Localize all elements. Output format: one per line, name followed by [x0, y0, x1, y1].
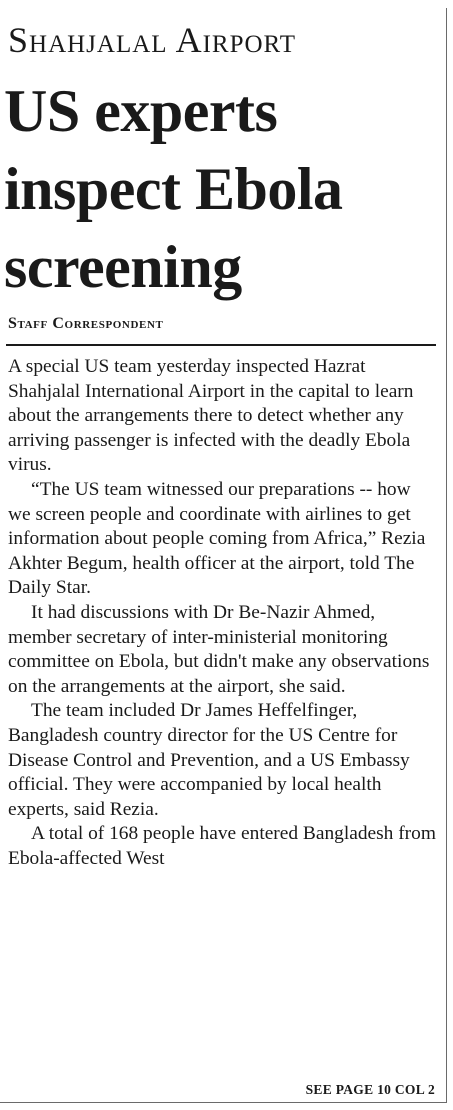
- byline-rule: [6, 344, 436, 346]
- article-paragraph: A total of 168 people have entered Bangladesh from Ebola-affected West: [8, 823, 436, 869]
- column-rule-bottom: [0, 1102, 447, 1103]
- article-paragraph: A special US team yesterday inspected Hazrat Shahjalal International Airport in the capital to learn about the arrangements there to detect whether any arriving passenger is infected with the deadly Ebola virus.: [8, 356, 414, 476]
- article-byline: Staff Correspondent: [8, 315, 164, 332]
- article-paragraph: The team included Dr James Heffelfinger, Bangladesh country director for the US Centre for Disease Control and Prevention, and a US Embassy official. They were accompanied by local health experts, said Rezia.: [8, 700, 410, 820]
- article-kicker: Shahjalal Airport: [8, 20, 296, 60]
- column-rule-right: [446, 8, 447, 1102]
- article-paragraph: It had discussions with Dr Be-Nazir Ahmed, member secretary of inter-ministerial monitoring committee on Ebola, but didn't make any observations on the arrangements at the airport, she said.: [8, 601, 430, 697]
- article-paragraph: “The US team witnessed our preparations -- how we screen people and coordinate with airlines to get information about people coming from Africa,” Rezia Akhter Begum, health officer at the airport, told The Daily Star.: [8, 478, 426, 599]
- continuation-jump-line: SEE PAGE 10 COL 2: [305, 1082, 435, 1097]
- article-headline: US experts inspect Ebola screening: [4, 78, 343, 300]
- article-body: [8, 355, 436, 871]
